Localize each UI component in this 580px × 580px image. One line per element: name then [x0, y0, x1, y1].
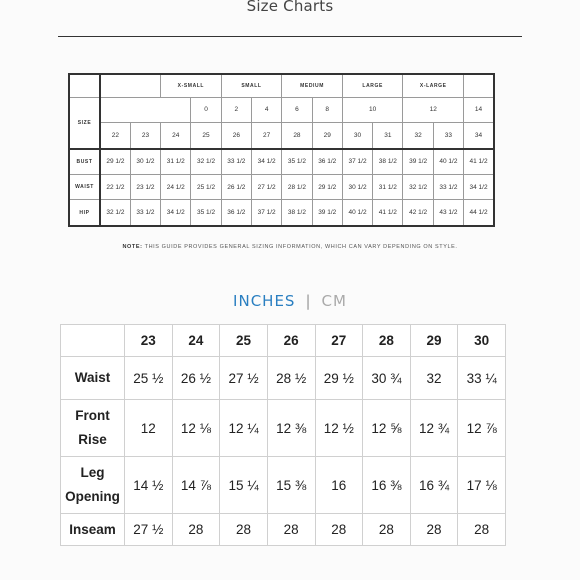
- front-rise-measure: 12 ⅛: [172, 400, 220, 457]
- units-toggle: [0, 292, 580, 310]
- numeric-size: 8: [312, 98, 342, 123]
- leg-opening-measure: 14 ½: [125, 457, 173, 514]
- leg-opening-measure: 16: [315, 457, 363, 514]
- hip-value: 44 1/2: [464, 200, 494, 226]
- waist-measure: 25 ½: [125, 357, 173, 400]
- hip-value: 32 1/2: [100, 200, 130, 226]
- blank-header: [100, 74, 161, 98]
- bust-value: 33 1/2: [221, 149, 251, 175]
- front-rise-measure: 12 ¾: [410, 400, 458, 457]
- bust-value: 34 1/2: [251, 149, 281, 175]
- title-divider: [58, 36, 522, 37]
- size-header: 28: [363, 325, 411, 357]
- bust-value: 31 1/2: [161, 149, 191, 175]
- waist-size: 28: [282, 122, 312, 148]
- numeric-size: 2: [221, 98, 251, 123]
- waist-measure: 29 ½: [315, 357, 363, 400]
- hip-value: 41 1/2: [373, 200, 403, 226]
- bust-value: 30 1/2: [130, 149, 160, 175]
- bust-value: 32 1/2: [191, 149, 221, 175]
- group-header-x-large: X-LARGE: [403, 74, 464, 98]
- front-rise-measure: 12 ⅝: [363, 400, 411, 457]
- hip-value: 36 1/2: [221, 200, 251, 226]
- waist-size: 33: [433, 122, 463, 148]
- waist-value: 29 1/2: [312, 175, 342, 200]
- waist-measure: 32: [410, 357, 458, 400]
- front-rise-measure: 12: [125, 400, 173, 457]
- inseam-measure: 28: [315, 514, 363, 546]
- header-corner: [61, 325, 125, 357]
- bust-value: 36 1/2: [312, 149, 342, 175]
- table-header-row: [61, 325, 506, 357]
- table-row: [61, 457, 506, 514]
- numeric-size: 14: [464, 98, 494, 123]
- front-rise-measure: 12 ½: [315, 400, 363, 457]
- waist-size: 30: [342, 122, 372, 148]
- inches-tab[interactable]: INCHES: [233, 292, 296, 310]
- leg-opening-measure: 14 ⅞: [172, 457, 220, 514]
- waist-size: 22: [100, 122, 130, 148]
- table-row: [69, 149, 494, 175]
- bust-value: 39 1/2: [403, 149, 433, 175]
- table-row: [69, 200, 494, 226]
- table-row: [61, 514, 506, 546]
- leg-opening-measure: 17 ⅛: [458, 457, 506, 514]
- row-label-front-rise: [61, 400, 125, 457]
- row-label-text: Waist: [74, 370, 111, 385]
- waist-measure: 27 ½: [220, 357, 268, 400]
- row-label-text: Inseam: [69, 521, 116, 537]
- waist-value: 27 1/2: [251, 175, 281, 200]
- leg-opening-measure: 15 ⅜: [267, 457, 315, 514]
- inseam-measure: 28: [172, 514, 220, 546]
- waist-measure: 30 ¾: [363, 357, 411, 400]
- table-row: [61, 357, 506, 400]
- waist-value: 30 1/2: [342, 175, 372, 200]
- row-label-waist: [61, 357, 125, 400]
- hip-value: 38 1/2: [282, 200, 312, 226]
- bust-value: 41 1/2: [464, 149, 494, 175]
- bust-value: 38 1/2: [373, 149, 403, 175]
- front-rise-measure: 12 ¼: [220, 400, 268, 457]
- leg-opening-measure: 16 ¾: [410, 457, 458, 514]
- waist-value: 24 1/2: [161, 175, 191, 200]
- front-rise-measure: 12 ⅜: [267, 400, 315, 457]
- waist-size: 32: [403, 122, 433, 148]
- waist-value: 22 1/2: [100, 175, 130, 200]
- numeric-size: 10: [342, 98, 403, 123]
- note-label: NOTE:: [122, 244, 143, 250]
- row-label-text: Leg: [80, 465, 105, 480]
- waist-size: 23: [130, 122, 160, 148]
- waist-value: 34 1/2: [464, 175, 494, 200]
- row-label-bust: BUST: [69, 149, 100, 175]
- hip-value: 37 1/2: [251, 200, 281, 226]
- numeric-size: 4: [251, 98, 281, 123]
- waist-size: 29: [312, 122, 342, 148]
- waist-value: 33 1/2: [433, 175, 463, 200]
- size-guide-table: [68, 73, 495, 227]
- numeric-size: 6: [282, 98, 312, 123]
- waist-value: 31 1/2: [373, 175, 403, 200]
- row-label-text: Front: [75, 408, 110, 423]
- size-header: 26: [267, 325, 315, 357]
- numeric-size: 0: [191, 98, 221, 123]
- row-label-text: Opening: [65, 489, 120, 504]
- waist-size: 24: [161, 122, 191, 148]
- size-header: 25: [220, 325, 268, 357]
- size-header: 30: [458, 325, 506, 357]
- table-corner: [69, 74, 100, 98]
- table-row: [69, 175, 494, 200]
- waist-measure: 26 ½: [172, 357, 220, 400]
- hip-value: 33 1/2: [130, 200, 160, 226]
- waist-size: 31: [373, 122, 403, 148]
- blank-header: [464, 74, 494, 98]
- row-label-leg-opening: [61, 457, 125, 514]
- waist-measure: 33 ¼: [458, 357, 506, 400]
- waist-measure: 28 ½: [267, 357, 315, 400]
- group-header-medium: MEDIUM: [282, 74, 343, 98]
- size-header: 29: [410, 325, 458, 357]
- leg-opening-measure: 16 ⅜: [363, 457, 411, 514]
- numeric-size: 12: [403, 98, 464, 123]
- row-label-inseam: [61, 514, 125, 546]
- page-title: Size Charts: [246, 0, 334, 15]
- size-header: 23: [125, 325, 173, 357]
- group-header-large: LARGE: [342, 74, 403, 98]
- waist-value: 32 1/2: [403, 175, 433, 200]
- bust-value: 40 1/2: [433, 149, 463, 175]
- group-header-small: SMALL: [221, 74, 282, 98]
- cm-tab[interactable]: CM: [321, 292, 347, 310]
- front-rise-measure: 12 ⅞: [458, 400, 506, 457]
- waist-size: 25: [191, 122, 221, 148]
- bust-value: 35 1/2: [282, 149, 312, 175]
- blank-cell: [100, 98, 191, 123]
- waist-value: 25 1/2: [191, 175, 221, 200]
- inseam-measure: 28: [267, 514, 315, 546]
- hip-value: 40 1/2: [342, 200, 372, 226]
- row-label-text: Rise: [78, 432, 107, 447]
- row-label-waist: WAIST: [69, 175, 100, 200]
- size-label: SIZE: [69, 98, 100, 149]
- hip-value: 43 1/2: [433, 200, 463, 226]
- hip-value: 34 1/2: [161, 200, 191, 226]
- inseam-measure: 27 ½: [125, 514, 173, 546]
- leg-opening-measure: 15 ¼: [220, 457, 268, 514]
- bust-value: 29 1/2: [100, 149, 130, 175]
- table-row: [61, 400, 506, 457]
- size-header: 27: [315, 325, 363, 357]
- inseam-measure: 28: [220, 514, 268, 546]
- waist-size: 27: [251, 122, 281, 148]
- note-text: THIS GUIDE PROVIDES GENERAL SIZING INFORMATION, WHICH CAN VARY DEPENDING ON STYLE.: [144, 244, 458, 250]
- jeans-size-table: [60, 324, 506, 546]
- hip-value: 42 1/2: [403, 200, 433, 226]
- group-header-x-small: X-SMALL: [161, 74, 222, 98]
- size-header: 24: [172, 325, 220, 357]
- inseam-measure: 28: [458, 514, 506, 546]
- sizing-note: [0, 244, 580, 250]
- waist-value: 28 1/2: [282, 175, 312, 200]
- inseam-measure: 28: [410, 514, 458, 546]
- hip-value: 35 1/2: [191, 200, 221, 226]
- row-label-hip: HIP: [69, 200, 100, 226]
- hip-value: 39 1/2: [312, 200, 342, 226]
- waist-value: 23 1/2: [130, 175, 160, 200]
- waist-value: 26 1/2: [221, 175, 251, 200]
- waist-size: 26: [221, 122, 251, 148]
- inseam-measure: 28: [363, 514, 411, 546]
- waist-size: 34: [464, 122, 494, 148]
- units-separator: |: [305, 292, 312, 310]
- bust-value: 37 1/2: [342, 149, 372, 175]
